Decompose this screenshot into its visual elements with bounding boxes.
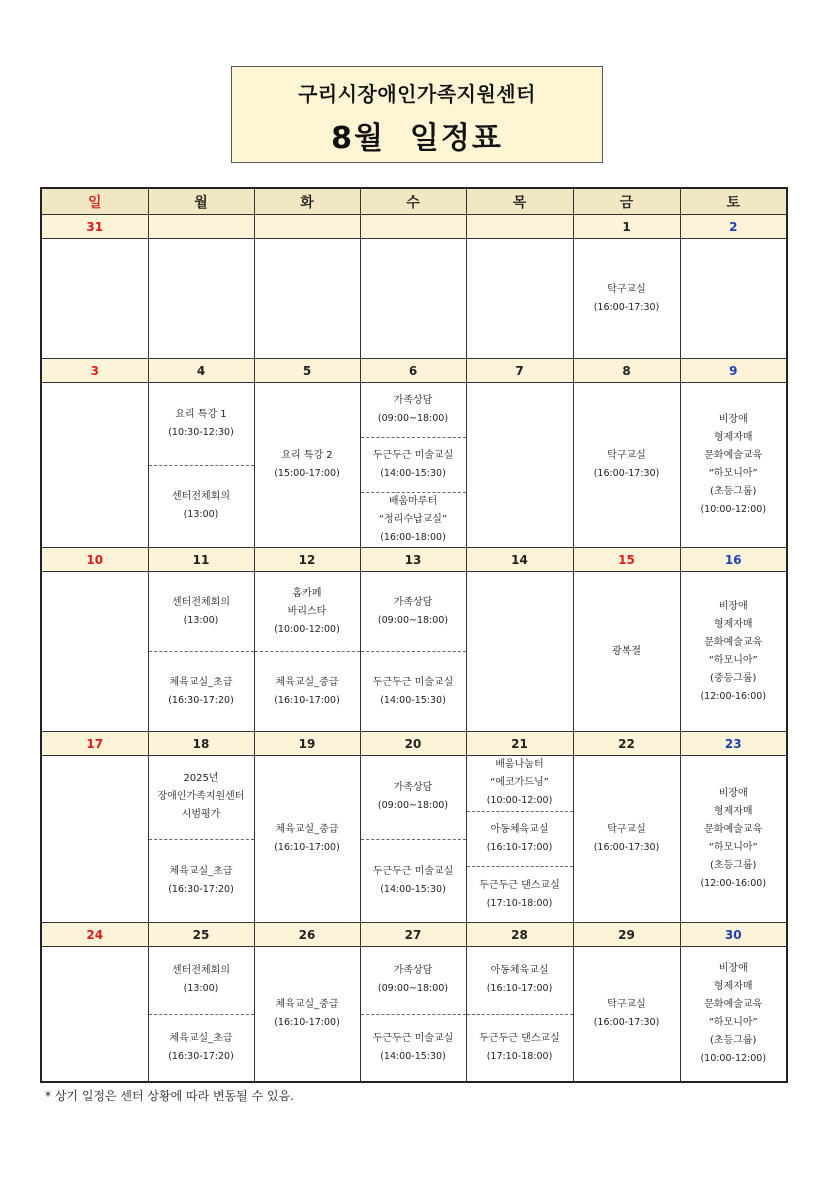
date-number: 22 <box>573 732 680 756</box>
event-item <box>467 947 573 1014</box>
event-item <box>681 572 787 731</box>
day-cell <box>254 383 360 548</box>
event-title: 가족상담 <box>393 965 433 977</box>
weekday-wed: 수 <box>360 188 466 215</box>
event-title: 두근두근 미술교실 <box>372 865 454 877</box>
date-number: 27 <box>360 923 466 947</box>
event-title: 문화예술교육 <box>704 636 763 648</box>
footnote: * 상기 일정은 센터 상황에 따라 변동될 수 있음. <box>45 1089 294 1103</box>
weekday-sun: 일 <box>41 188 148 215</box>
event-title: 형제자매 <box>713 618 753 630</box>
day-cell <box>466 947 573 1083</box>
event-title: 아동체육교실 <box>490 824 549 835</box>
date-number: 8 <box>573 359 680 383</box>
page-title: 8월 일정표 <box>331 121 503 156</box>
day-cell <box>573 947 680 1083</box>
event-item <box>149 1014 254 1082</box>
day-cell <box>466 239 573 359</box>
event-title: 홈카페 <box>292 587 322 599</box>
date-number <box>254 215 360 239</box>
date-number: 30 <box>680 923 787 947</box>
event-time: (09:00~18:00) <box>377 413 449 424</box>
day-cell <box>573 239 680 359</box>
date-number: 20 <box>360 732 466 756</box>
event-item <box>149 756 254 839</box>
event-title: 요리 특강 1 <box>175 408 227 420</box>
event-title: (중등그룹) <box>710 672 757 684</box>
event-item <box>574 239 680 358</box>
event-time: (17:10-18:00) <box>486 1050 553 1062</box>
event-item <box>361 383 466 437</box>
day-cell <box>680 947 787 1083</box>
event-title: 비장애 <box>718 600 748 612</box>
event-time: (15:00-17:00) <box>274 468 340 479</box>
event-title: 체육교실_초급 <box>169 676 233 688</box>
date-number: 21 <box>466 732 573 756</box>
day-cell <box>360 756 466 923</box>
day-cell <box>148 239 254 359</box>
event-time: (16:30-17:20) <box>168 883 234 895</box>
event-title: 두근두근 미술교실 <box>372 676 454 688</box>
event-time: (10:00-12:00) <box>700 504 767 515</box>
event-title: 2025년 <box>183 773 219 785</box>
event-time: (14:00-15:30) <box>380 883 446 895</box>
day-cell <box>41 756 148 923</box>
event-item <box>467 811 573 867</box>
event-title: 센터전체회의 <box>172 491 230 503</box>
day-cell <box>41 239 148 359</box>
date-number: 17 <box>41 732 148 756</box>
event-row <box>41 239 787 359</box>
date-number: 11 <box>148 548 254 572</box>
day-cell <box>360 572 466 732</box>
event-time: (14:00-15:30) <box>380 468 446 479</box>
event-title: 가족상담 <box>393 596 433 608</box>
event-title: 두근두근 댄스교실 <box>479 1032 560 1044</box>
event-time: (13:00) <box>183 614 219 626</box>
event-title: (초등그룹) <box>710 1035 757 1046</box>
weekday-thu: 목 <box>466 188 573 215</box>
date-number: 23 <box>680 732 787 756</box>
weekday-tue: 화 <box>254 188 360 215</box>
event-item <box>574 572 680 731</box>
event-item <box>361 437 466 492</box>
event-item <box>361 651 466 731</box>
event-title: 체육교실_중급 <box>275 824 339 835</box>
event-time: (16:10-17:00) <box>486 842 553 853</box>
event-title: 아동체육교실 <box>490 965 549 977</box>
date-number: 26 <box>254 923 360 947</box>
day-cell <box>573 572 680 732</box>
event-item <box>149 651 254 731</box>
day-cell <box>360 239 466 359</box>
event-item <box>467 866 573 922</box>
event-time: (10:00-12:00) <box>700 1053 767 1064</box>
event-time: (17:10-18:00) <box>486 897 553 909</box>
date-number: 9 <box>680 359 787 383</box>
event-time: (09:00~18:00) <box>377 983 449 995</box>
date-number: 19 <box>254 732 360 756</box>
event-row <box>41 383 787 548</box>
event-title: 배움나눔터 <box>495 759 544 771</box>
event-title: 체육교실_초급 <box>169 865 233 877</box>
event-time: (12:00-16:00) <box>700 878 767 889</box>
day-cell <box>466 756 573 923</box>
event-time: (14:00-15:30) <box>380 694 446 706</box>
date-number: 15 <box>573 548 680 572</box>
event-title: (초등그룹) <box>710 860 757 871</box>
event-time: (13:00) <box>183 983 219 995</box>
event-item <box>467 756 573 811</box>
event-title: 광복절 <box>612 645 641 657</box>
date-row <box>41 732 787 756</box>
weekday-mon: 월 <box>148 188 254 215</box>
event-title: “하모니아” <box>708 842 758 853</box>
event-item <box>574 383 680 547</box>
day-cell <box>148 572 254 732</box>
event-item <box>149 947 254 1014</box>
event-time: (12:00-16:00) <box>700 690 767 702</box>
date-row <box>41 359 787 383</box>
day-cell <box>573 756 680 923</box>
date-number: 6 <box>360 359 466 383</box>
date-number: 28 <box>466 923 573 947</box>
center-name: 구리시장애인가족지원센터 <box>298 82 536 106</box>
title-box <box>231 66 603 163</box>
date-number: 13 <box>360 548 466 572</box>
date-number: 18 <box>148 732 254 756</box>
event-title: 센터전체회의 <box>172 965 230 977</box>
date-row <box>41 923 787 947</box>
event-title: 비장애 <box>718 788 748 799</box>
event-time: (16:00-17:30) <box>593 842 660 853</box>
day-cell <box>41 947 148 1083</box>
event-item <box>255 651 360 731</box>
event-item <box>681 383 787 547</box>
weekday-sat: 토 <box>680 188 787 215</box>
date-number: 1 <box>573 215 680 239</box>
event-time: (16:10-17:00) <box>274 1017 340 1028</box>
day-cell <box>254 947 360 1083</box>
event-time: (16:00-18:00) <box>380 532 446 543</box>
weekday-header-row <box>41 188 787 215</box>
event-row <box>41 756 787 923</box>
event-item <box>574 756 680 922</box>
event-time: (09:00~18:00) <box>377 614 449 626</box>
event-time: (16:10-17:00) <box>274 694 340 706</box>
event-item <box>255 756 360 922</box>
event-title: 탁구교실 <box>607 999 646 1010</box>
event-title: “하모니아” <box>708 468 758 479</box>
event-title: 형제자매 <box>713 432 753 443</box>
event-row <box>41 947 787 1083</box>
event-item <box>149 839 254 923</box>
date-number: 2 <box>680 215 787 239</box>
day-cell <box>360 947 466 1083</box>
date-number: 16 <box>680 548 787 572</box>
event-time: (16:30-17:20) <box>168 694 234 706</box>
date-number: 29 <box>573 923 680 947</box>
event-title: 비장애 <box>718 963 748 974</box>
event-item <box>361 839 466 923</box>
event-title: “에코가드닝” <box>490 777 549 789</box>
event-title: “하모니아” <box>708 1017 758 1028</box>
date-number: 3 <box>41 359 148 383</box>
event-title: 체육교실_중급 <box>275 676 339 688</box>
event-title: 센터전체회의 <box>172 596 230 608</box>
date-number: 4 <box>148 359 254 383</box>
event-item <box>361 492 466 547</box>
date-number: 10 <box>41 548 148 572</box>
event-item <box>361 572 466 651</box>
event-item <box>255 383 360 547</box>
date-number <box>466 215 573 239</box>
day-cell <box>148 383 254 548</box>
event-title: 시범평가 <box>181 809 221 821</box>
date-row <box>41 548 787 572</box>
event-title: 문화예술교육 <box>704 999 763 1010</box>
event-item <box>361 1014 466 1082</box>
day-cell <box>466 572 573 732</box>
event-time: (13:00) <box>183 509 219 521</box>
date-number: 5 <box>254 359 360 383</box>
event-time: (16:10-17:00) <box>486 983 553 995</box>
event-title: 배움마루터 <box>388 496 438 507</box>
event-item <box>361 756 466 839</box>
event-title: 문화예술교육 <box>704 824 763 835</box>
event-time: (10:00-12:00) <box>274 623 340 635</box>
day-cell <box>680 572 787 732</box>
event-time: (16:10-17:00) <box>274 842 340 853</box>
event-title: 탁구교실 <box>607 450 646 461</box>
weekday-fri: 금 <box>573 188 680 215</box>
event-title: 비장애 <box>718 414 748 425</box>
event-title: 두근두근 미술교실 <box>372 1032 454 1044</box>
event-time: (10:30-12:30) <box>168 426 234 438</box>
event-time: (16:30-17:20) <box>168 1050 234 1062</box>
day-cell <box>573 383 680 548</box>
event-title: (초등그룹) <box>710 486 757 497</box>
event-time: (16:00-17:30) <box>593 468 660 479</box>
day-cell <box>148 947 254 1083</box>
event-item <box>255 947 360 1081</box>
day-cell <box>466 383 573 548</box>
date-number <box>148 215 254 239</box>
event-title: 탁구교실 <box>607 824 646 835</box>
day-cell <box>680 756 787 923</box>
event-time: (10:00-12:00) <box>486 795 553 807</box>
date-number <box>360 215 466 239</box>
date-number: 14 <box>466 548 573 572</box>
event-item <box>681 947 787 1081</box>
date-number: 7 <box>466 359 573 383</box>
day-cell <box>360 383 466 548</box>
event-item <box>467 1014 573 1082</box>
day-cell <box>254 572 360 732</box>
event-time: (16:00-17:30) <box>593 301 660 313</box>
event-item <box>574 947 680 1081</box>
date-number: 31 <box>41 215 148 239</box>
event-title: 장애인가족지원센터 <box>157 791 245 803</box>
day-cell <box>41 383 148 548</box>
event-title: 가족상담 <box>393 395 433 406</box>
event-item <box>681 756 787 922</box>
day-cell <box>680 239 787 359</box>
event-time: (14:00-15:30) <box>380 1050 446 1062</box>
event-item <box>149 465 254 548</box>
event-title: 탁구교실 <box>607 283 646 295</box>
event-title: 형제자매 <box>713 806 753 817</box>
date-number: 12 <box>254 548 360 572</box>
event-title: 형제자매 <box>713 981 753 992</box>
day-cell <box>254 756 360 923</box>
event-title: 문화예술교육 <box>704 450 763 461</box>
event-title: 체육교실_중급 <box>275 999 339 1010</box>
date-row <box>41 215 787 239</box>
event-title: 두근두근 댄스교실 <box>479 879 560 891</box>
day-cell <box>148 756 254 923</box>
event-title: 바리스타 <box>287 605 327 617</box>
event-row <box>41 572 787 732</box>
calendar-table <box>40 187 788 1083</box>
event-item <box>149 572 254 651</box>
event-title: “정리수납교실” <box>378 514 448 525</box>
day-cell <box>680 383 787 548</box>
date-number: 25 <box>148 923 254 947</box>
event-title: “하모니아” <box>708 654 758 666</box>
event-item <box>361 947 466 1014</box>
day-cell <box>41 572 148 732</box>
event-title: 가족상담 <box>393 782 433 794</box>
date-number: 24 <box>41 923 148 947</box>
day-cell <box>254 239 360 359</box>
event-title: 체육교실_초급 <box>169 1032 233 1044</box>
event-item <box>149 383 254 465</box>
event-title: 요리 특강 2 <box>281 450 333 461</box>
event-time: (16:00-17:30) <box>593 1017 660 1028</box>
event-item <box>255 572 360 651</box>
event-title: 두근두근 미술교실 <box>372 450 454 461</box>
event-time: (09:00~18:00) <box>377 800 449 812</box>
